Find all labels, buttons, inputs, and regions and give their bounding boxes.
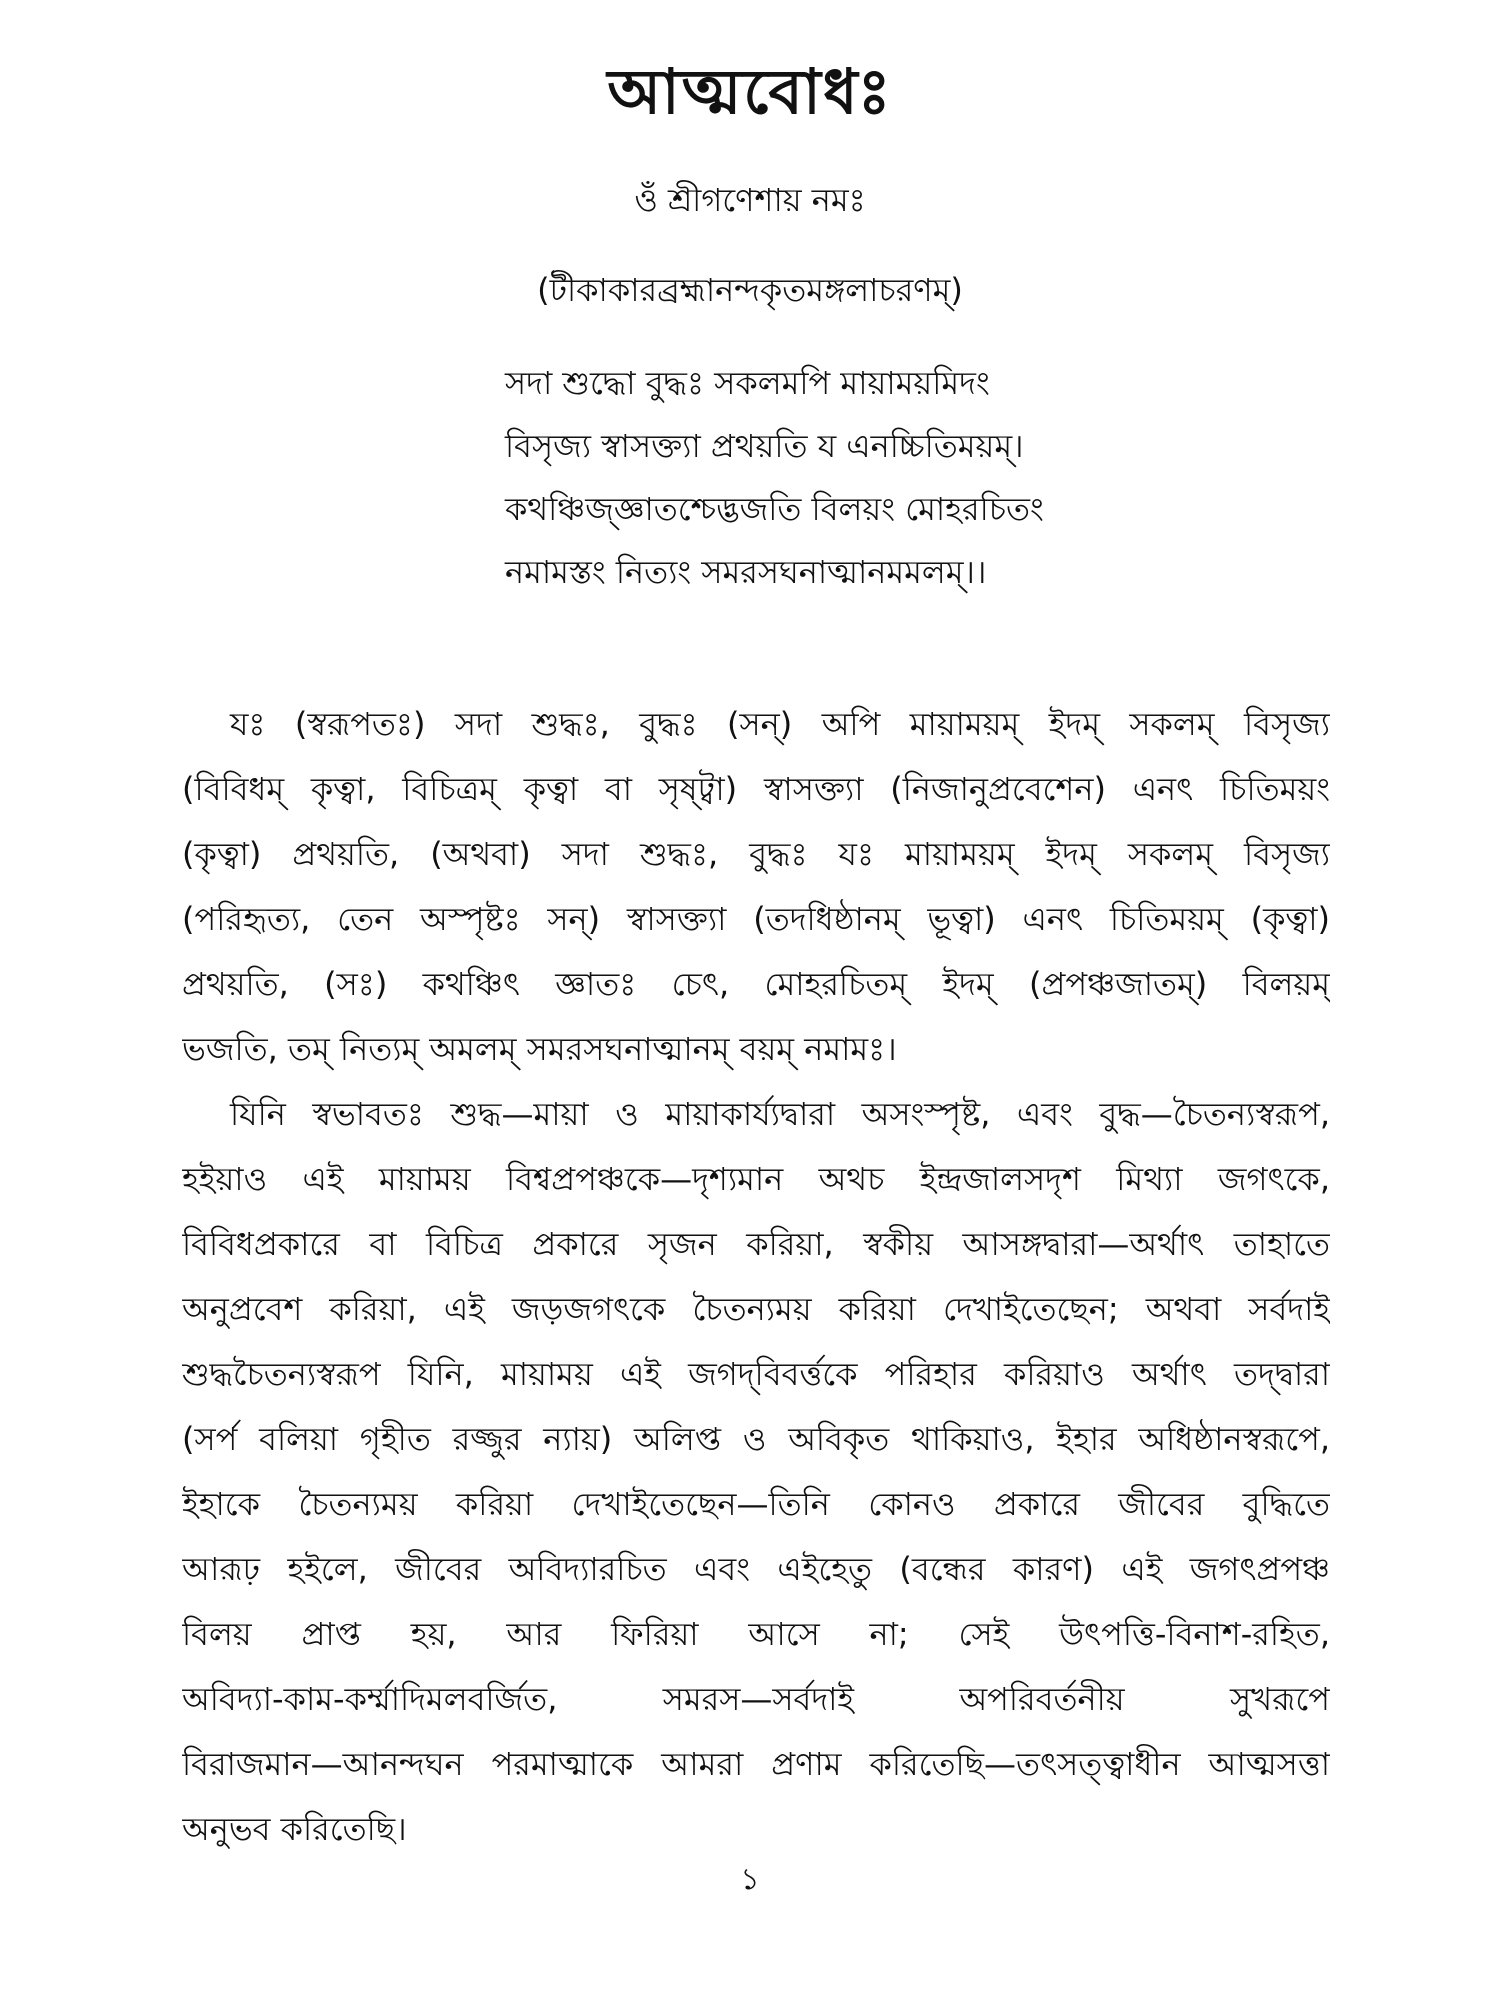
commentary-line: শুদ্ধচৈতন্যস্বরূপ যিনি, মায়াময় এই জগদ্‌বিবর্ত্তকে পরিহার করিয়াও অর্থাৎ তদ্দ্বারা (182, 1355, 1330, 1393)
commentary-line: বিবিধপ্রকারে বা বিচিত্র প্রকারে সৃজন করিয়া, স্বকীয় আসঙ্গদ্বারা—অর্থাৎ তাহাতে (182, 1225, 1330, 1263)
commentary-line: ভজতি, তম্ নিত্যম্ অমলম্ সমরসঘনাত্মানম্ বয়ম্ নমামঃ। (182, 1030, 897, 1068)
commentary-paragraph-1 (182, 692, 1330, 1082)
commentary-line: অবিদ্যা-কাম-কর্ম্মাদিমলবর্জিত, সমরস—সর্বদাই অপরিবর্তনীয় সুখরূপে (182, 1680, 1330, 1718)
commentary-line: যঃ (স্বরূপতঃ) সদা শুদ্ধঃ, বুদ্ধঃ (সন্) অপি মায়াময়ম্ ইদম্ সকলম্ বিসৃজ্য (230, 705, 1330, 743)
commentary-line: (কৃত্বা) প্রথয়তি, (অথবা) সদা শুদ্ধঃ, বুদ্ধঃ যঃ মায়াময়ম্ ইদম্ সকলম্ বিসৃজ্য (182, 835, 1330, 873)
verse-line: বিসৃজ্য স্বাসক্ত্যা প্রথয়তি য এনচ্চিতিময়ম্। (505, 427, 1024, 465)
page-title: আত্মবোধঃ (607, 55, 893, 128)
commentary-line: (সর্প বলিয়া গৃহীত রজ্জুর ন্যায়) অলিপ্ত ও অবিকৃত থাকিয়াও, ইহার অধিষ্ঠানস্বরূপে, (182, 1420, 1330, 1458)
commentary-line: ইহাকে চৈতন্যময় করিয়া দেখাইতেছেন—তিনি কোনও প্রকারে জীবের বুদ্ধিতে (182, 1485, 1330, 1523)
commentary-line: অনুপ্রবেশ করিয়া, এই জড়জগৎকে চৈতন্যময় করিয়া দেখাইতেছেন; অথবা সর্বদাই (182, 1290, 1330, 1328)
verse-line: সদা শুদ্ধো বুদ্ধঃ সকলমপি মায়াময়মিদং (505, 364, 990, 402)
commentary-line: (বিবিধম্ কৃত্বা, বিচিত্রম্ কৃত্বা বা সৃষ্ট্বা) স্বাসক্ত্যা (নিজানুপ্রবেশেন) এনৎ চিতিময়ং (182, 770, 1330, 808)
invocation-line: ওঁ শ্রীগণেশায় নমঃ (634, 181, 866, 219)
verse-line: নমামস্তং নিত্যং সমরসঘনাত্মানমমলম্।। (505, 553, 987, 591)
commentary-line: আরূঢ় হইলে, জীবের অবিদ্যারচিত এবং এইহেতু (বন্ধের কারণ) এই জগৎপ্রপঞ্চ (182, 1550, 1330, 1588)
commentary-line: অনুভব করিতেছি। (182, 1810, 407, 1848)
commentary-line: বিলয় প্রাপ্ত হয়, আর ফিরিয়া আসে না; সেই উৎপত্তি-বিনাশ-রহিত, (182, 1615, 1330, 1653)
commentary-paragraph-2 (182, 1082, 1330, 1862)
verse-line: কথঞ্চিজ্জ্ঞাতশ্চেদ্ভজতি বিলয়ং মোহরচিতং (505, 490, 1044, 528)
page-number: ১ (740, 1862, 760, 1897)
verse-block (505, 352, 1265, 604)
commentary-line: যিনি স্বভাবতঃ শুদ্ধ—মায়া ও মায়াকার্য্যদ্বারা অসংস্পৃষ্ট, এবং বুদ্ধ—চৈতন্যস্বরূপ, (230, 1095, 1330, 1133)
commentary-line: প্রথয়তি, (সঃ) কথঞ্চিৎ জ্ঞাতঃ চেৎ, মোহরচিতম্ ইদম্ (প্রপঞ্চজাতম্) বিলয়ম্ (182, 965, 1330, 1003)
commentary-line: (পরিহৃত্য, তেন অস্পৃষ্টঃ সন্) স্বাসক্ত্যা (তদধিষ্ঠানম্ ভূত্বা) এনৎ চিতিময়ম্ (কৃত্বা) (182, 900, 1330, 938)
commentary-line: হইয়াও এই মায়াময় বিশ্বপ্রপঞ্চকে—দৃশ্যমান অথচ ইন্দ্রজালসদৃশ মিথ্যা জগৎকে, (182, 1160, 1330, 1198)
subheading: (টীকাকারব্রহ্মানন্দকৃতমঙ্গলাচরণম্) (537, 271, 963, 309)
commentary-line: বিরাজমান—আনন্দঘন পরমাত্মাকে আমরা প্রণাম করিতেছি—তৎসত্ত্বাধীন আত্মসত্তা (182, 1745, 1330, 1783)
